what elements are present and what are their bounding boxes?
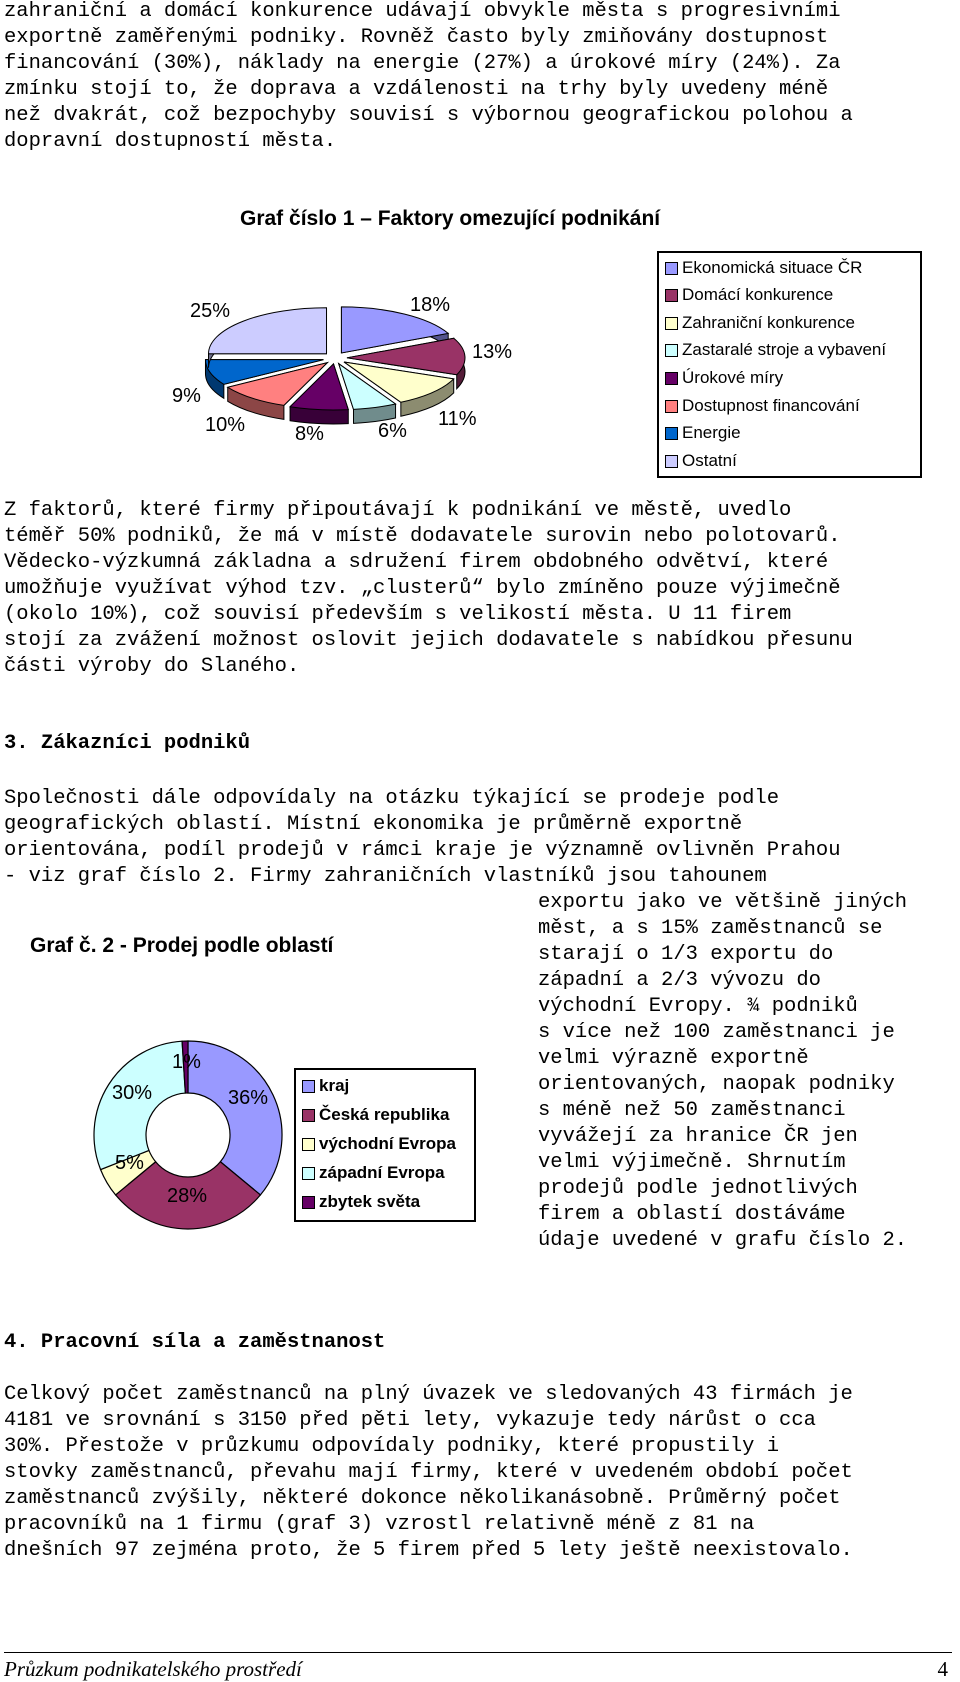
legend-swatch bbox=[665, 344, 678, 357]
text-line: vyvážejí za hranice ČR jen bbox=[538, 1125, 858, 1148]
paragraph-workforce bbox=[4, 1382, 956, 1564]
graph1-title: Graf číslo 1 – Faktory omezující podnikání bbox=[240, 207, 661, 230]
text-line: východní Evropy. ¾ podniků bbox=[538, 995, 858, 1018]
text-line: firem a oblastí dostáváme bbox=[538, 1203, 846, 1226]
legend-swatch bbox=[665, 400, 678, 413]
graph2-slice bbox=[188, 1041, 282, 1195]
legend-item: Energie bbox=[665, 423, 741, 443]
text-line: údaje uvedené v grafu číslo 2. bbox=[538, 1229, 908, 1252]
legend-swatch bbox=[302, 1138, 315, 1151]
graph1-label-13: 13% bbox=[472, 341, 513, 363]
text-line: stovky zaměstnanců, převahu mají firmy, které v uvedeném období počet bbox=[4, 1461, 853, 1484]
legend-item: Zastaralé stroje a vybavení bbox=[665, 340, 886, 360]
text-line: zaměstnanců zvýšily, některé dokonce několikanásobně. Průměrný počet bbox=[4, 1487, 841, 1510]
graph1-label-18: 18% bbox=[410, 294, 451, 316]
legend-item: Domácí konkurence bbox=[665, 285, 833, 305]
graph1-label-25: 25% bbox=[190, 300, 231, 322]
legend-swatch bbox=[302, 1109, 315, 1122]
text-line: orientována, podíl prodejů v rámci kraje je významně ovlivněn Prahou bbox=[4, 839, 841, 862]
graph1-label-11: 11% bbox=[438, 408, 477, 430]
legend-item: Zahraniční konkurence bbox=[665, 313, 855, 333]
text-line: geografických oblastí. Místní ekonomika je průměrně exportně bbox=[4, 813, 743, 836]
legend-item: Dostupnost financování bbox=[665, 396, 860, 416]
graph2-label-1: 1% bbox=[172, 1051, 201, 1073]
page-number: 4 bbox=[937, 1657, 948, 1681]
footer-divider bbox=[4, 1652, 952, 1653]
text-line: s méně než 50 zaměstnanci bbox=[538, 1099, 846, 1122]
text-line: než dvakrát, což bezpochyby souvisí s výbornou geografickou polohou a bbox=[4, 104, 853, 127]
legend-item: zbytek světa bbox=[302, 1192, 420, 1212]
text-line: starají o 1/3 exportu do bbox=[538, 943, 834, 966]
text-line: exportu jako ve většině jiných bbox=[538, 891, 908, 914]
text-line: (okolo 10%), což souvisí především s velikostí města. U 11 firem bbox=[4, 603, 792, 626]
graph1-legend bbox=[657, 251, 922, 478]
text-line: s více než 100 zaměstnanci je bbox=[538, 1021, 895, 1044]
text-line: exportně zaměřenými podniky. Rovněž často byly zmiňovány dostupnost bbox=[4, 26, 829, 49]
text-line: téměř 50% podniků, že má v místě dodavatele surovin nebo polotovarů. bbox=[4, 525, 841, 548]
text-line: 4181 ve srovnání s 3150 před pěti lety, vykazuje tedy nárůst o cca bbox=[4, 1409, 816, 1432]
legend-swatch bbox=[665, 262, 678, 275]
legend-item: Ostatní bbox=[665, 451, 737, 471]
graph1-label-9: 9% bbox=[172, 385, 201, 407]
graph2-label-36: 36% bbox=[228, 1087, 269, 1109]
footer-title: Průzkum podnikatelského prostředí bbox=[4, 1657, 302, 1681]
graph2-label-5: 5% bbox=[115, 1152, 144, 1174]
paragraph-intro bbox=[4, 0, 956, 155]
legend-item: kraj bbox=[302, 1076, 349, 1096]
legend-item: východní Evropa bbox=[302, 1134, 456, 1154]
graph2-legend bbox=[294, 1068, 476, 1222]
text-line: Celkový počet zaměstnanců na plný úvazek ve sledovaných 43 firmách je bbox=[4, 1383, 853, 1406]
text-line: Společnosti dále odpovídaly na otázku týkající se prodeje podle bbox=[4, 787, 780, 810]
paragraph-customers bbox=[4, 786, 956, 890]
legend-swatch bbox=[665, 455, 678, 468]
paragraph-factors bbox=[4, 498, 956, 680]
graph1-label-8: 8% bbox=[295, 423, 324, 445]
text-line: orientovaných, naopak podniky bbox=[538, 1073, 895, 1096]
legend-swatch bbox=[665, 317, 678, 330]
text-line: části výroby do Slaného. bbox=[4, 655, 300, 678]
legend-item: Úrokové míry bbox=[665, 368, 783, 388]
legend-swatch bbox=[665, 427, 678, 440]
graph1-label-10: 10% bbox=[205, 414, 246, 436]
legend-swatch bbox=[302, 1080, 315, 1093]
legend-swatch bbox=[665, 289, 678, 302]
text-line: velmi výrazně exportně bbox=[538, 1047, 809, 1070]
legend-swatch bbox=[302, 1167, 315, 1180]
text-line: velmi výjimečně. Shrnutím bbox=[538, 1151, 846, 1174]
graph2-label-30: 30% bbox=[112, 1082, 153, 1104]
text-line: zmínku stojí to, že doprava a vzdálenosti na trhy byly uvedeny méně bbox=[4, 78, 829, 101]
text-line: pracovníků na 1 firmu (graf 3) vzrostl relativně méně z 81 na bbox=[4, 1513, 755, 1536]
text-line: financování (30%), náklady na energie (27%) a úrokové míry (24%). Za bbox=[4, 52, 841, 75]
text-line: západní a 2/3 vývozu do bbox=[538, 969, 821, 992]
text-line: prodejů podle jednotlivých bbox=[538, 1177, 858, 1200]
legend-item: Ekonomická situace ČR bbox=[665, 258, 862, 278]
legend-swatch bbox=[665, 372, 678, 385]
text-line: Vědecko-výzkumná základna a sdružení firem obdobného odvětví, které bbox=[4, 551, 829, 574]
text-line: umožňuje využívat výhod tzv. „clusterů“ bylo zmíněno pouze výjimečně bbox=[4, 577, 841, 600]
text-line: dnešních 97 zejména proto, že 5 firem před 5 lety ještě neexistovalo. bbox=[4, 1539, 853, 1562]
text-line: zahraniční a domácí konkurence udávají obvykle města s progresivními bbox=[4, 0, 841, 23]
text-line: Z faktorů, které firmy připoutávají k podnikání ve městě, uvedlo bbox=[4, 499, 792, 522]
graph2-title: Graf č. 2 - Prodej podle oblastí bbox=[30, 934, 334, 957]
text-line: měst, a s 15% zaměstnanců se bbox=[538, 917, 883, 940]
paragraph-customers-side bbox=[538, 890, 956, 1254]
text-line: - viz graf číslo 2. Firmy zahraničních vlastníků jsou tahounem bbox=[4, 865, 767, 888]
graph2-label-28: 28% bbox=[167, 1185, 208, 1207]
heading-section-3: 3. Zákazníci podniků bbox=[4, 732, 251, 755]
legend-swatch bbox=[302, 1196, 315, 1209]
graph1-label-6: 6% bbox=[378, 420, 407, 442]
heading-section-4: 4. Pracovní síla a zaměstnanost bbox=[4, 1331, 386, 1354]
text-line: dopravní dostupností města. bbox=[4, 130, 337, 153]
text-line: stojí za zvážení možnost oslovit jejich dodavatele s nabídkou přesunu bbox=[4, 629, 853, 652]
text-line: 30%. Přestože v průzkumu odpovídaly podniky, které propustily i bbox=[4, 1435, 780, 1458]
legend-item: západní Evropa bbox=[302, 1163, 445, 1183]
legend-item: Česká republika bbox=[302, 1105, 449, 1125]
